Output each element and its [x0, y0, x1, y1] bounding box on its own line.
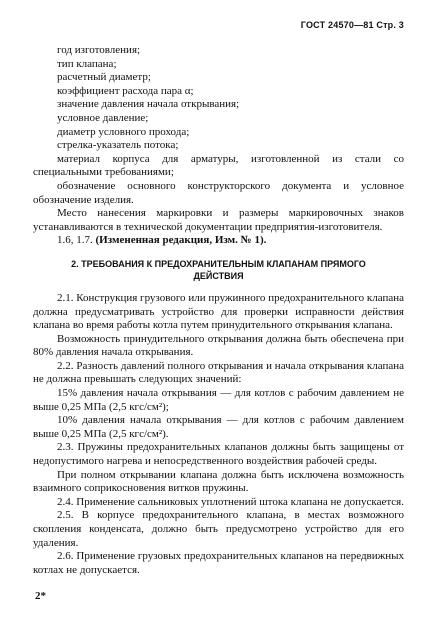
document-body — [33, 44, 404, 577]
list-item: тип клапана; — [57, 57, 117, 70]
list-item: год изготовления; — [57, 44, 141, 56]
paragraph-2-3b: При полном открывании клапана должна быть исключена возможность взаимного соприкосновения витков пружины. — [33, 468, 404, 495]
paragraph-2-1: 2.1. Конструкция грузового или пружинного предохранительного клапана должна предусматривать устройство для проверки исправности действия клапана во время работы котла путем принудительного открывания клапана. — [33, 291, 404, 332]
page-header: ГОСТ 24570—81 Стр. 3 — [300, 20, 404, 30]
paragraph-2-2: 2.2. Разность давлений полного открывания и начала открывания клапана не должна превышать следующих значений: — [33, 359, 404, 386]
designation-paragraph: обозначение основного конструкторского документа и условное обозначение изделия. — [33, 179, 404, 206]
paragraph-2-3: 2.3. Пружины предохранительных клапанов должны быть защищены от недопустимого нагрева и непосредственного воздействия рабочей среды. — [33, 441, 404, 468]
list-item: расчетный диаметр; — [57, 71, 151, 84]
paragraph-2-4: 2.4. Применение сальниковых уплотнений штока клапана не допускается. — [57, 495, 404, 508]
revision-note: 1.6, 1.7. (Измененная редакция, Изм. № 1). — [57, 234, 267, 247]
list-item: коэффициент расхода пара α; — [57, 84, 194, 97]
paragraph-15-percent: 15% давления начала открывания — для котлов с рабочим давлением не выше 0,25 МПа (2,5 кгс/см²); — [33, 387, 404, 413]
paragraph-2-5: 2.5. В корпусе предохранительного клапана, в местах возможного скопления конденсата, должно быть предусмотрено устройство для его удаления. — [33, 509, 404, 549]
paragraph-10-percent: 10% давления начала открывания — для котлов с рабочим давлением выше 0,25 МПа (2,5 кгс/см²). — [33, 414, 404, 440]
marking-place-paragraph: Место нанесения маркировки и размеры маркировочных знаков устанавливаются в технической документации предприятия-изготовителя. — [33, 207, 404, 233]
list-item: стрелка-указатель потока; — [57, 139, 179, 152]
material-paragraph: материал корпуса для арматуры, изготовленной из стали со специальными требованиями; — [33, 152, 404, 179]
list-item: условное давление; — [57, 111, 149, 124]
page-footer-mark: 2* — [35, 590, 46, 602]
paragraph-2-1b: Возможность принудительного открывания должна быть обеспечена при 80% давления начала открывания. — [33, 332, 404, 359]
paragraph-2-6: 2.6. Применение грузовых предохранительных клапанов на передвижных котлах не допускается. — [33, 550, 404, 576]
list-item: значение давления начала открывания; — [57, 98, 240, 111]
list-item: диаметр условного прохода; — [57, 125, 190, 138]
section-title: 2. ТРЕБОВАНИЯ К ПРЕДОХРАНИТЕЛЬНЫМ КЛАПАНАМ ПРЯМОГО ДЕЙСТВИЯ — [71, 258, 366, 281]
